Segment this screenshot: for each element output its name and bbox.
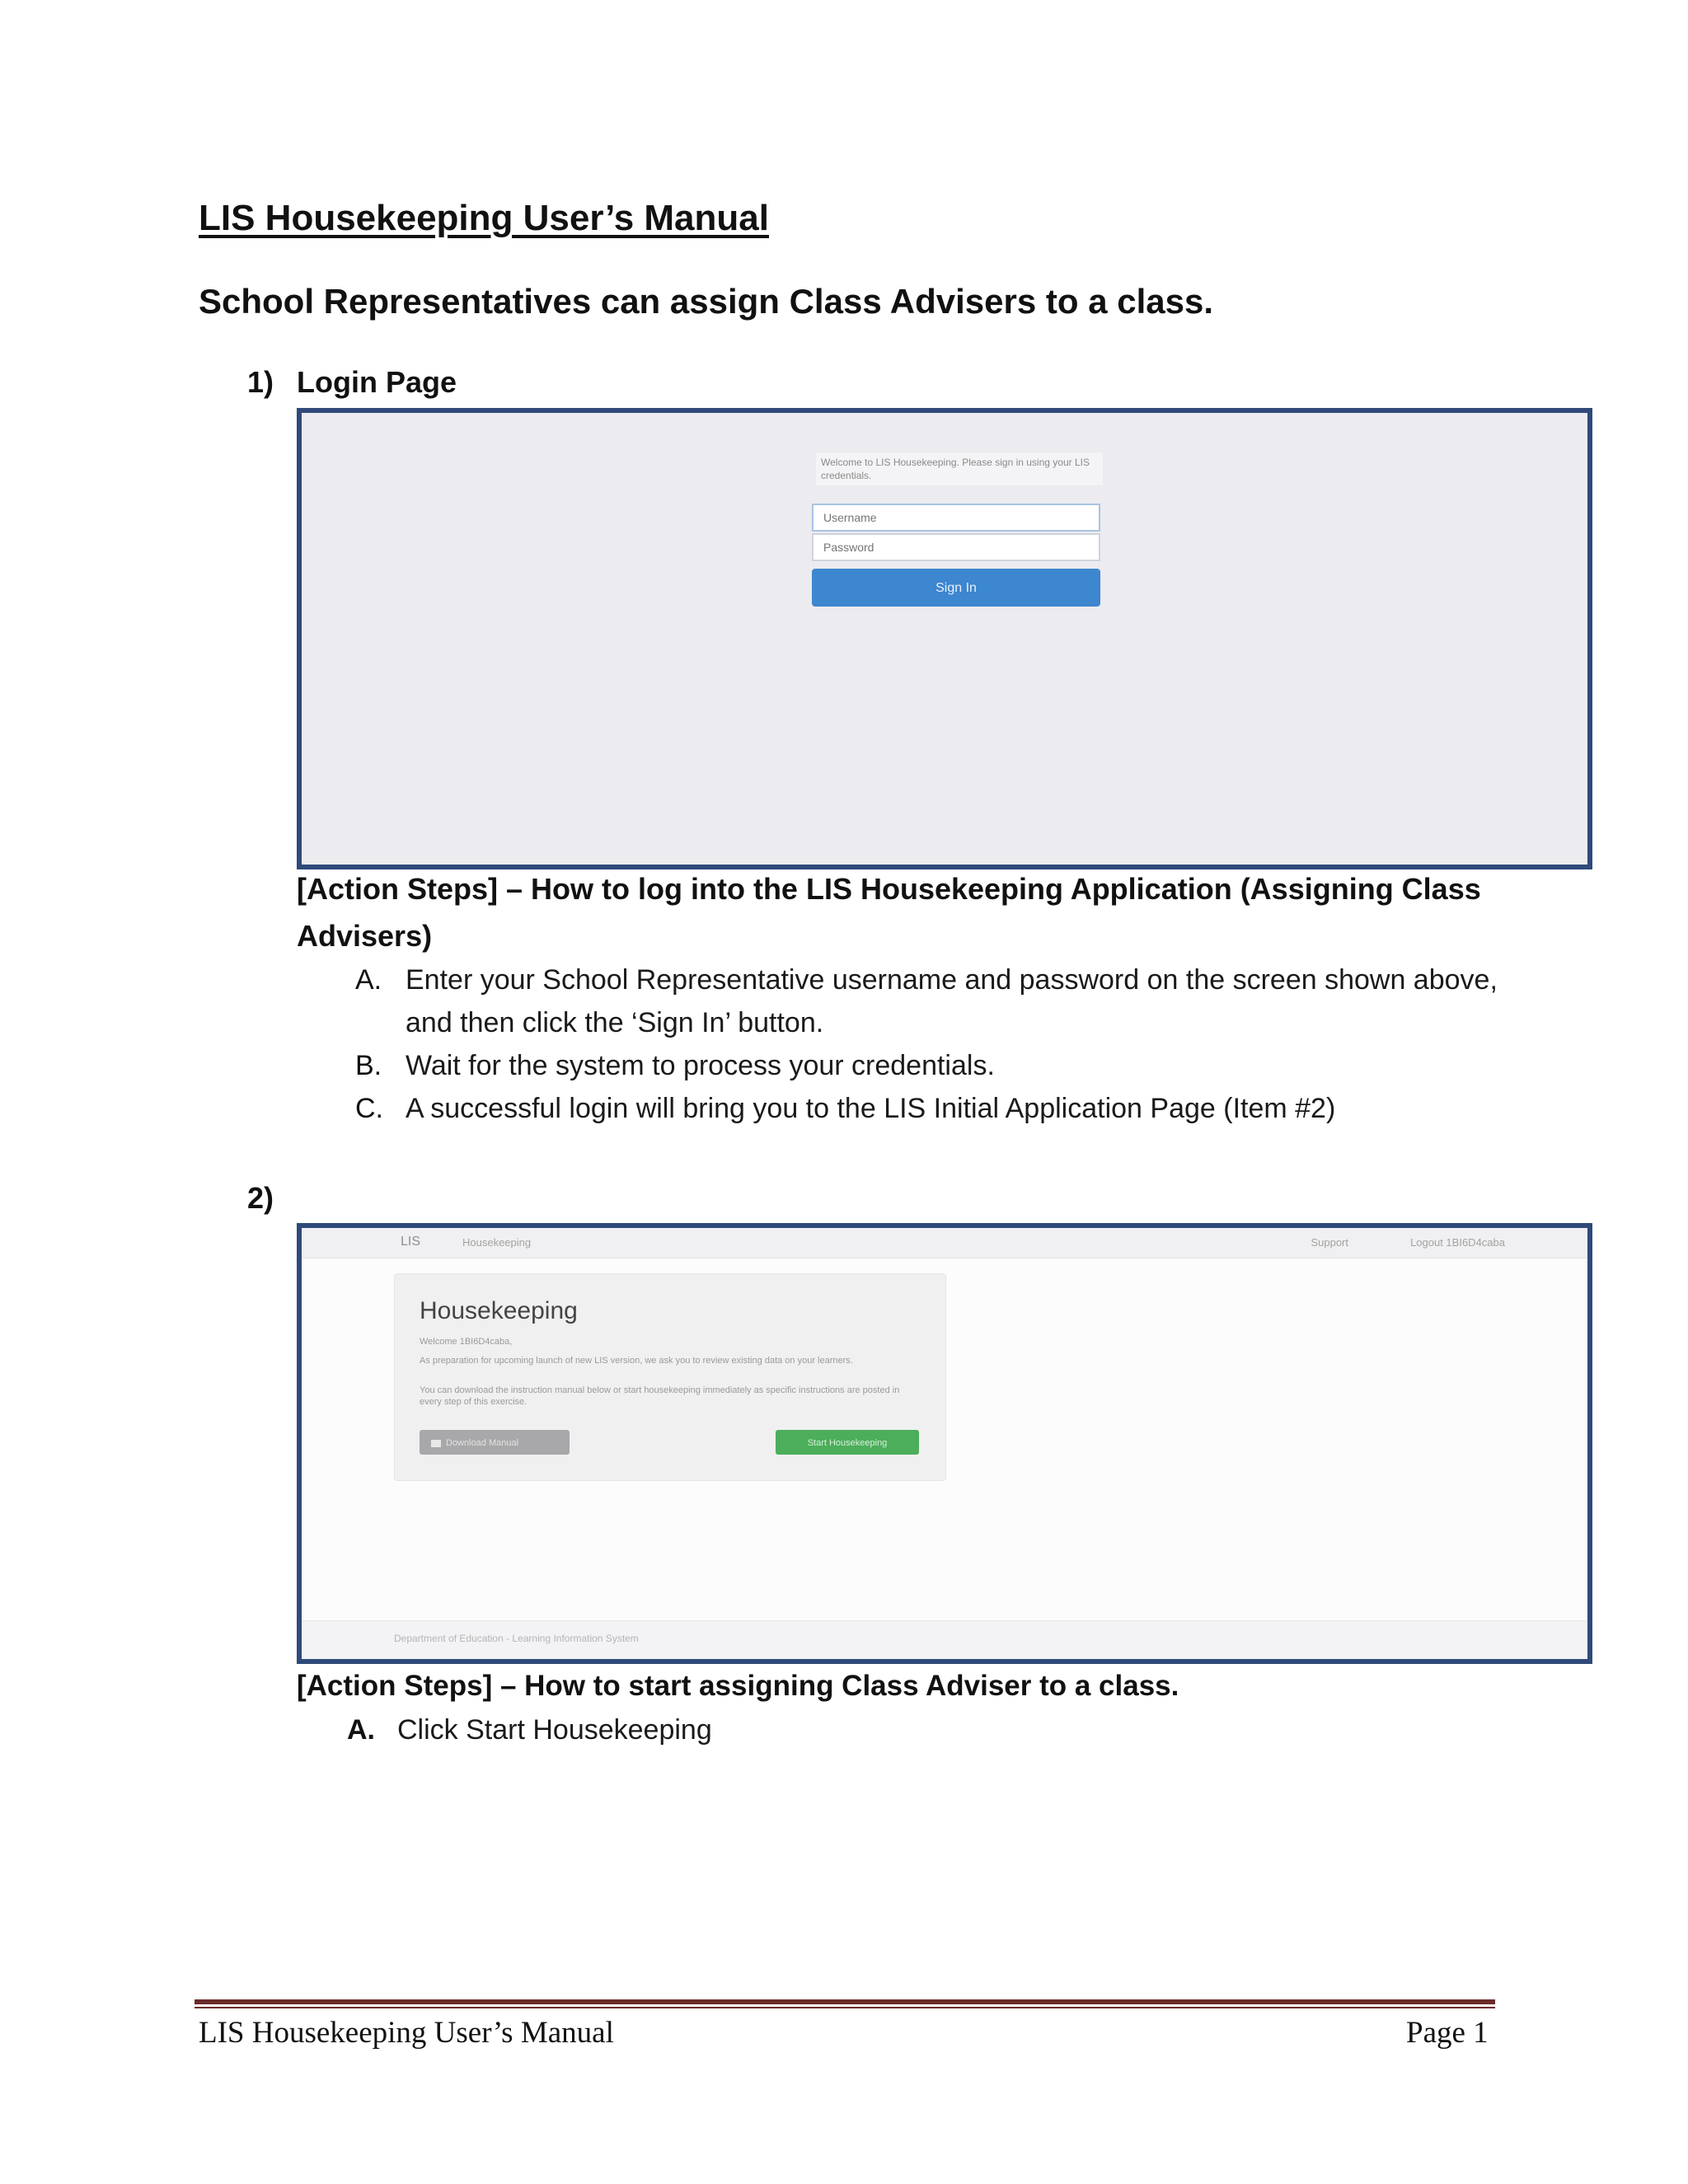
logout-link[interactable]: Logout 1BI6D4caba [1410,1236,1505,1249]
step-text: Wait for the system to process your credentials. [406,1050,995,1081]
start-housekeeping-button[interactable]: Start Housekeeping [776,1430,919,1455]
download-manual-label: Download Manual [446,1438,519,1448]
sign-in-button[interactable]: Sign In [812,569,1100,607]
app-brand[interactable]: LIS [401,1235,421,1249]
app-top-bar [302,1228,1587,1258]
welcome-text: Welcome 1BI6D4caba, [420,1337,513,1347]
step-text: Click Start Housekeeping [397,1714,712,1746]
login-welcome-text: Welcome to LIS Housekeeping. Please sign in using your LIS credentials. [816,452,1103,485]
section-2-number: 2) [247,1181,274,1215]
panel-title: Housekeeping [420,1297,578,1324]
app-footer [302,1620,1587,1659]
intro-paragraph: As preparation for upcoming launch of new LIS version, we ask you to review existing data on your learners. [420,1356,853,1366]
login-screenshot [297,408,1592,869]
step-letter: C. [355,1093,383,1124]
step-text: and then click the ‘Sign In’ button. [406,1007,824,1038]
instructions-paragraph: You can download the instruction manual below or start housekeeping immediately as specific instructions are posted in every step of this exercise. [420,1385,900,1407]
footer-rule [195,1999,1495,2004]
section-1-number: 1) [247,365,274,399]
action-steps-title-2: [Action Steps] – How to start assigning Class Adviser to a class. [297,1670,1179,1702]
document-heading: School Representatives can assign Class Advisers to a class. [199,282,1214,321]
housekeeping-screenshot [297,1223,1592,1664]
nav-housekeeping[interactable]: Housekeeping [462,1236,532,1249]
step-text: A successful login will bring you to the LIS Initial Application Page (Item #2) [406,1093,1336,1124]
footer-manual-title: LIS Housekeeping User’s Manual [199,2016,614,2050]
password-field[interactable] [812,533,1100,561]
app-footer-text: Department of Education - Learning Information System [394,1633,639,1644]
download-manual-button[interactable] [420,1430,570,1455]
action-steps-title-1: [Action Steps] – How to log into the LIS Housekeeping Application (Assigning Class [297,872,1481,906]
step-letter: A. [355,964,382,996]
support-link[interactable]: Support [1311,1236,1348,1249]
footer-rule-thin [195,2007,1495,2008]
step-letter: B. [355,1050,382,1081]
step-text: Enter your School Representative username and password on the screen shown above, [406,964,1498,996]
action-steps-title-1-cont: Advisers) [297,919,433,953]
document-title: LIS Housekeeping User’s Manual [199,198,769,238]
download-icon [431,1440,441,1447]
section-1-title: Login Page [297,365,457,399]
step-letter: A. [347,1714,375,1746]
page-number: Page 1 [1406,2016,1489,2050]
housekeeping-panel [394,1273,946,1481]
username-field[interactable] [812,504,1100,532]
